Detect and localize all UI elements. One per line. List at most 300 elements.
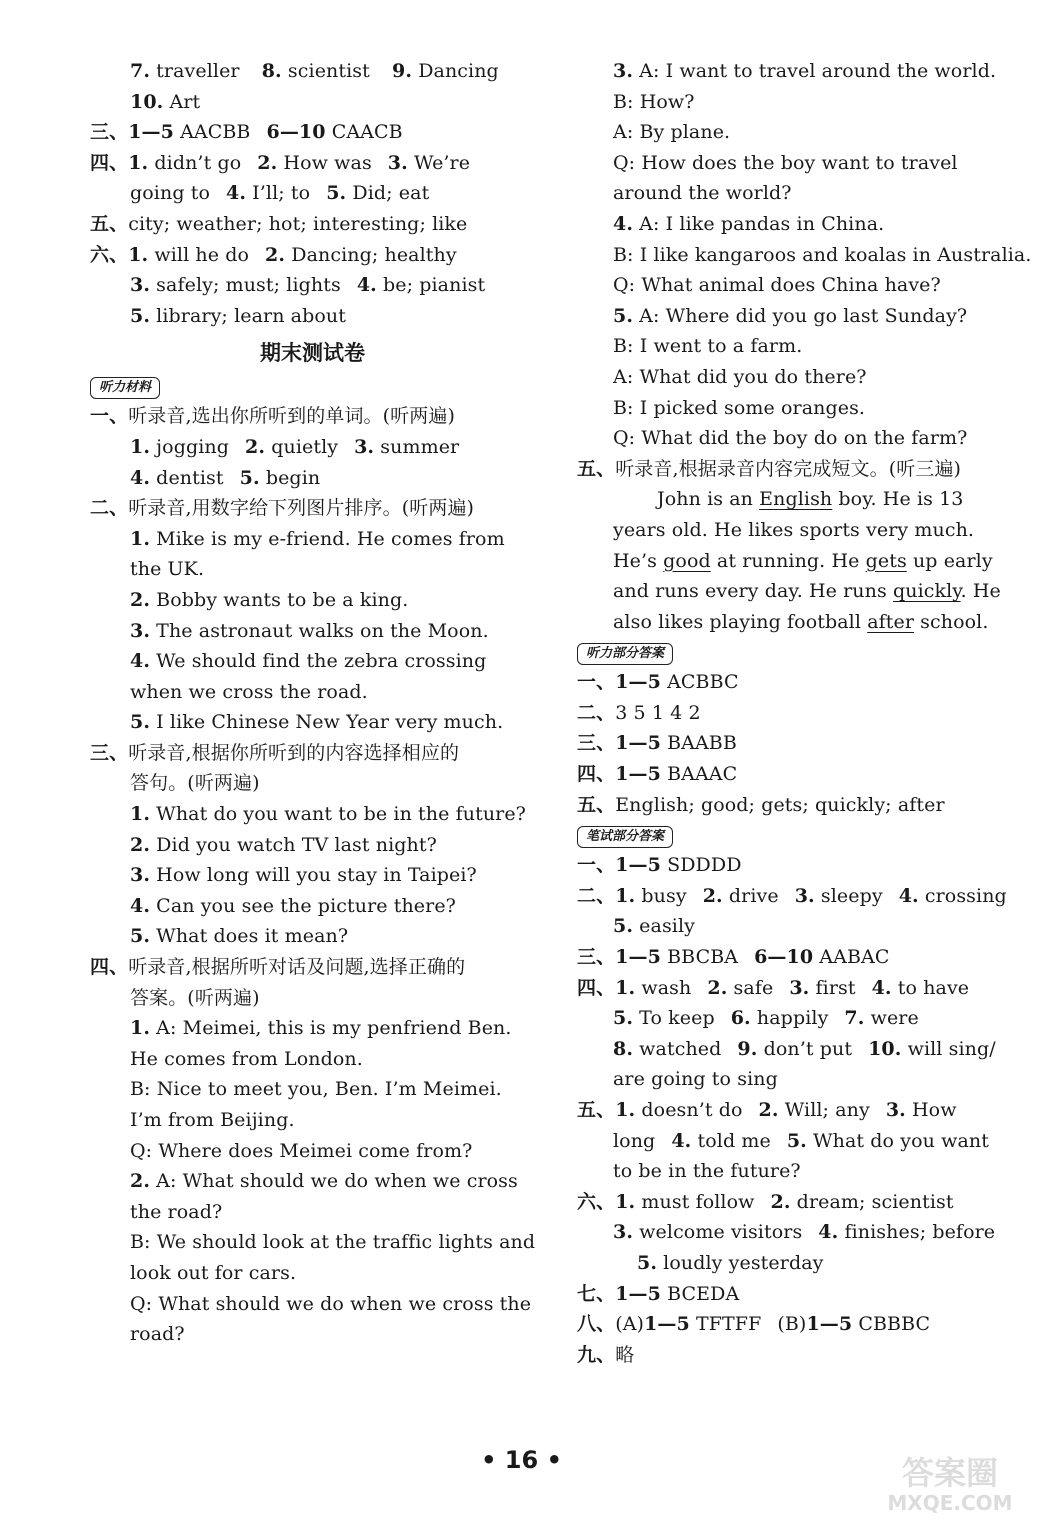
item-number: 2. [702,884,723,907]
answer-line [577,1156,1017,1187]
script-text: around the world? [613,182,792,205]
part-label: (A) [615,1313,645,1336]
answer-line [577,1126,1017,1157]
answer-line [577,667,1017,698]
answer-text: I’ll; to [246,182,311,205]
answer-line [90,463,535,494]
script-line [577,87,1017,118]
script-line [577,423,1017,454]
script-text: road? [130,1323,185,1346]
answer-text: are going to sing [613,1068,778,1091]
script-text: A: I like pandas in China. [633,212,885,235]
script-text: A: What should we do when we cross [150,1170,518,1193]
answer-text: library; learn about [150,304,346,327]
blank-answer: good [663,549,711,572]
question-text: 听录音,选出你所听到的单词。(听两遍) [128,405,455,428]
script-text: A: What did you do there? [613,365,867,388]
item-number: 6. [730,1007,751,1030]
answer-text: going to [130,182,210,205]
answer-text: will he do [148,243,250,266]
answer-text: were [864,1007,919,1030]
item-number: 2. [130,588,151,611]
answer-text: wash [635,976,692,999]
answer-line [577,942,1017,973]
section-number: 一、 [90,405,129,428]
answer-text: Art [163,90,201,113]
item-number: 4. [818,1221,839,1244]
script-text: We should find the zebra crossing [150,650,487,673]
script-text: He comes from London. [130,1047,363,1070]
answer-text: Dancing; healthy [285,243,457,266]
item-number: 3. [789,976,810,999]
item-number: 2. [707,976,728,999]
script-text: the road? [130,1200,223,1223]
answer-line [90,240,535,271]
answer-text: to have [891,976,970,999]
section-number: 三、 [90,741,129,764]
answer-text: long [613,1129,656,1152]
item-number: 4. [671,1129,692,1152]
answer-text: doesn’t do [635,1099,743,1121]
answer-text: TFTFF [689,1313,762,1336]
answer-text: told me [691,1129,771,1152]
item-number: 3. [885,1099,906,1121]
answer-text: How [905,1099,957,1121]
range-label: 1—5 [644,1313,690,1336]
item-number: 4. [130,650,151,673]
section-number: 五、 [577,793,616,816]
script-text: B: I picked some oranges. [613,396,866,419]
bullet: • [481,1446,497,1474]
section-number: 一、 [577,671,616,694]
passage-line [577,515,1017,546]
answer-line [90,56,535,87]
listening-answers-tag: 听力部分答案 [577,643,673,665]
answer-line [90,148,535,179]
item-number: 8. [613,1037,634,1060]
answer-text: scientist [281,60,370,82]
section-number: 三、 [577,946,616,969]
script-text: B: I like kangaroos and koalas in Australia. [613,243,1032,266]
script-text: look out for cars. [130,1261,297,1284]
answer-line [90,270,535,301]
script-line [90,1013,535,1044]
question-heading-cont [90,768,535,799]
section-number: 六、 [577,1190,616,1213]
range-label: 1—5 [615,946,661,969]
answer-line [577,881,1017,912]
item-number: 1. [130,803,151,826]
question-text: 听录音,根据所听对话及问题,选择正确的 [128,956,466,979]
passage-line [577,607,1017,638]
exam-title: 期末测试卷 [260,341,365,366]
item-number: 3. [130,619,151,642]
script-line [577,393,1017,424]
item-number: 2. [770,1190,791,1213]
answer-line [90,178,535,209]
answer-text: 略 [615,1343,635,1366]
script-text: B: We should look at the traffic lights and [130,1231,536,1254]
item-number: 5. [786,1129,807,1152]
passage-text: boy. He is 13 [832,488,964,511]
question-text: 听录音,根据你所听到的内容选择相应的 [128,741,460,764]
item-number: 5. [130,711,151,734]
script-line [577,56,1017,87]
item-number: 2. [130,833,151,856]
script-line [90,646,535,677]
watermark-text: 答案圈 [901,1454,999,1492]
answer-line [577,1340,1017,1371]
script-line [90,585,535,616]
section-number: 五、 [577,457,616,480]
script-text: Mike is my e-friend. He comes from [150,527,505,550]
item-number: 4. [356,274,377,297]
item-number: 5. [637,1251,658,1274]
answer-text: Will; any [778,1099,870,1121]
item-number: 1. [130,435,151,458]
section-number: 一、 [577,854,616,877]
script-text: I’m from Beijing. [130,1109,295,1131]
script-text: B: How? [613,90,695,113]
question-text: 听录音,根据录音内容完成短文。(听三遍) [615,457,962,480]
answer-text: happily [750,1007,829,1030]
answer-text: CBBBC [852,1313,931,1336]
blank-answer: after [867,610,915,633]
item-number: 4. [130,466,151,489]
answer-text: drive [722,884,779,907]
script-line [90,830,535,861]
item-number: 3. [387,151,408,174]
passage-line [577,546,1017,577]
answer-line [577,1034,1017,1065]
answer-text: English; good; gets; quickly; after [615,793,945,816]
answer-line [90,117,535,148]
script-line [90,1227,535,1258]
script-text: Q: What did the boy do on the farm? [613,427,968,450]
answer-text: SDDDD [660,854,742,877]
script-line [90,707,535,738]
section-number: 二、 [90,497,129,520]
script-line [577,270,1017,301]
answer-line [577,790,1017,821]
answer-text: city; weather; hot; interesting; like [128,212,468,235]
question-heading [90,493,535,524]
item-number: 2. [265,243,286,266]
item-number: 7. [130,60,151,82]
section-number: 五、 [577,1099,616,1121]
answer-text: dream; scientist [790,1190,954,1213]
answer-line [577,759,1017,790]
range-label: 1—5 [615,732,661,755]
script-line [90,554,535,585]
question-heading [90,952,535,983]
written-answers-tag: 笔试部分答案 [577,826,673,848]
answer-text: CAACB [325,121,403,144]
item-number: 5. [613,304,634,327]
item-number: 3. [354,435,375,458]
answer-text: BAABB [660,732,737,755]
listening-material-tag: 听力材料 [90,377,160,399]
item-number: 1. [615,1190,636,1213]
answer-text: How was [277,151,372,174]
answer-line [90,87,535,118]
answer-text: loudly yesterday [657,1251,824,1274]
script-line [90,1166,535,1197]
answer-line [577,1003,1017,1034]
page-number-value: 16 [504,1446,539,1474]
answer-line [577,1064,1017,1095]
script-text: Q: Where does Meimei come from? [130,1139,473,1162]
section-number: 六、 [90,243,129,266]
answer-text: easily [633,915,695,938]
item-number: 3. [613,60,634,82]
answer-text: Dancing [412,60,499,82]
item-number: 5. [130,925,151,948]
item-number: 3. [130,274,151,297]
passage-text: school. [914,610,989,633]
item-number: 10. [868,1037,902,1060]
item-number: 5. [613,915,634,938]
answer-text: be; pianist [376,274,486,297]
range-label: 1—5 [615,1282,661,1305]
script-line [90,799,535,830]
answer-text: first [809,976,856,999]
script-text: B: I went to a farm. [613,335,803,358]
script-line [90,1044,535,1075]
section-number: 四、 [90,956,129,979]
answer-text: AABAC [813,946,890,969]
script-line [577,362,1017,393]
watermark-url: MXQE.COM [887,1491,1013,1515]
answer-text: didn’t go [148,151,242,174]
bullet: • [546,1446,562,1474]
answer-text: What do you want [806,1129,989,1152]
answer-text: crossing [918,884,1007,907]
item-number: 5. [613,1007,634,1030]
answer-line [577,973,1017,1004]
answer-text: AACBB [173,121,251,144]
script-line [90,1319,535,1350]
answer-text: don’t put [757,1037,853,1060]
script-text: What does it mean? [150,925,349,948]
question-heading-cont [90,983,535,1014]
item-number: 2. [257,151,278,174]
script-line [90,921,535,952]
item-number: 5. [326,182,347,205]
answer-text: finishes; before [838,1221,996,1244]
item-number: 5. [239,466,260,489]
passage-text: years old. He likes sports very much. [613,518,975,541]
question-heading [90,401,535,432]
section-number: 二、 [577,701,616,724]
range-label: 1—5 [615,763,661,786]
item-number: 10. [130,90,164,113]
passage-text: up early [906,549,993,572]
section-number: 八、 [577,1313,616,1336]
item-number: 4. [613,212,634,235]
answer-line [577,1279,1017,1310]
range-label: 6—10 [754,946,814,969]
watermark-logo [875,1448,1025,1518]
answer-text: begin [259,466,321,489]
item-number: 7. [844,1007,865,1030]
item-number: 4. [871,976,892,999]
section-number: 五、 [90,212,129,235]
answer-line [577,911,1017,942]
passage-text: at running. He [710,549,866,572]
answer-text: summer [374,435,460,458]
section-number: 三、 [577,732,616,755]
question-text: 答句。(听两遍) [130,772,260,795]
item-number: 5. [130,304,151,327]
answer-text: We’re [407,151,471,174]
script-text: How long will you stay in Taipei? [150,864,477,887]
blank-answer: English [759,488,833,511]
passage-text: He’s [613,549,664,572]
range-label: 1—5 [615,854,661,877]
answer-text: dentist [150,466,224,489]
section-number: 九、 [577,1343,616,1366]
script-text: The astronaut walks on the Moon. [150,619,489,642]
script-line [577,148,1017,179]
script-line [90,1136,535,1167]
item-number: 1. [615,1099,636,1121]
right-column [577,56,1032,1370]
item-number: 4. [898,884,919,907]
passage-text: John is an [657,488,760,511]
passage-text: . He [960,580,1001,603]
item-number: 4. [130,894,151,917]
range-label: 1—5 [128,121,174,144]
question-heading [90,738,535,769]
passage-line [577,484,1017,515]
answer-line [90,209,535,240]
section-number: 二、 [577,884,616,907]
answer-text: To keep [633,1007,715,1030]
item-number: 1. [128,243,149,266]
answer-line [577,728,1017,759]
script-line [90,677,535,708]
section-number: 四、 [577,763,616,786]
answer-text: safely; must; lights [150,274,341,297]
item-number: 8. [261,60,282,82]
answer-line [577,1187,1017,1218]
item-number: 2. [130,1170,151,1193]
part-label: (B) [777,1313,807,1336]
script-text: What do you want to be in the future? [150,803,526,826]
script-line [577,209,1017,240]
item-number: 3. [613,1221,634,1244]
script-line [90,860,535,891]
item-number: 3. [130,864,151,887]
item-number: 1. [130,527,151,550]
section-number: 三、 [90,121,129,144]
item-number: 1. [128,151,149,174]
script-line [577,178,1017,209]
range-label: 1—5 [615,671,661,694]
blank-answer: quickly [892,580,961,603]
answer-text: traveller [150,60,240,82]
range-label: 6—10 [266,121,326,144]
item-number: 2. [758,1099,779,1121]
passage-line [577,576,1017,607]
item-number: 9. [737,1037,758,1060]
section-number: 四、 [577,976,616,999]
script-line [90,616,535,647]
answer-line [577,1309,1017,1340]
script-line [577,117,1017,148]
answer-line [90,432,535,463]
item-number: 4. [226,182,247,205]
answer-line [577,1095,1017,1126]
script-line [90,1258,535,1289]
section-number: 七、 [577,1282,616,1305]
script-text: Q: What animal does China have? [613,274,941,297]
script-line [90,524,535,555]
question-text: 听录音,用数字给下列图片排序。(听两遍) [128,497,475,520]
answer-line [577,1217,1017,1248]
question-text: 答案。(听两遍) [130,986,260,1009]
script-line [90,1074,535,1105]
item-number: 1. [130,1017,151,1040]
passage-text: and runs every day. He runs [613,580,893,603]
answer-text: ACBBC [660,671,739,694]
answer-text: to be in the future? [613,1160,801,1183]
answer-text: Did; eat [346,182,430,205]
answer-text: busy [635,884,687,907]
blank-answer: gets [865,549,907,572]
item-number: 1. [615,884,636,907]
section-number: 四、 [90,151,129,174]
script-text: Q: What should we do when we cross the [130,1292,532,1315]
script-text: Q: How does the boy want to travel [613,151,958,174]
item-number: 1. [615,976,636,999]
script-text: Did you watch TV last night? [150,833,437,856]
item-number: 3. [794,884,815,907]
script-line [577,240,1032,271]
answer-text: BCEDA [660,1282,740,1305]
item-number: 9. [392,60,413,82]
answer-line [90,301,535,332]
script-text: B: Nice to meet you, Ben. I’m Meimei. [130,1078,502,1101]
answer-text: 3 5 1 4 2 [615,701,701,724]
answer-text: watched [633,1037,722,1060]
script-line [90,1197,535,1228]
answer-text: welcome visitors [633,1221,803,1244]
answer-text: safe [727,976,774,999]
answer-line [577,698,1017,729]
range-label: 1—5 [806,1313,853,1336]
answer-text: BAAAC [660,763,738,786]
answer-text: BBCBA [660,946,739,969]
script-text: A: Where did you go last Sunday? [633,304,968,327]
answer-line [577,850,1017,881]
script-text: A: I want to travel around the world. [633,60,997,82]
script-text: Can you see the picture there? [150,894,456,917]
script-text: A: Meimei, this is my penfriend Ben. [150,1017,512,1040]
script-text: A: By plane. [613,121,731,144]
script-text: when we cross the road. [130,680,368,703]
script-text: Bobby wants to be a king. [150,588,409,611]
script-line [90,891,535,922]
answer-text: quietly [265,435,339,458]
script-text: the UK. [130,558,205,581]
script-line [577,301,1017,332]
left-column [90,56,535,1350]
answer-line [577,1248,1017,1279]
answer-text: jogging [150,435,230,458]
answer-text: sleepy [814,884,883,907]
